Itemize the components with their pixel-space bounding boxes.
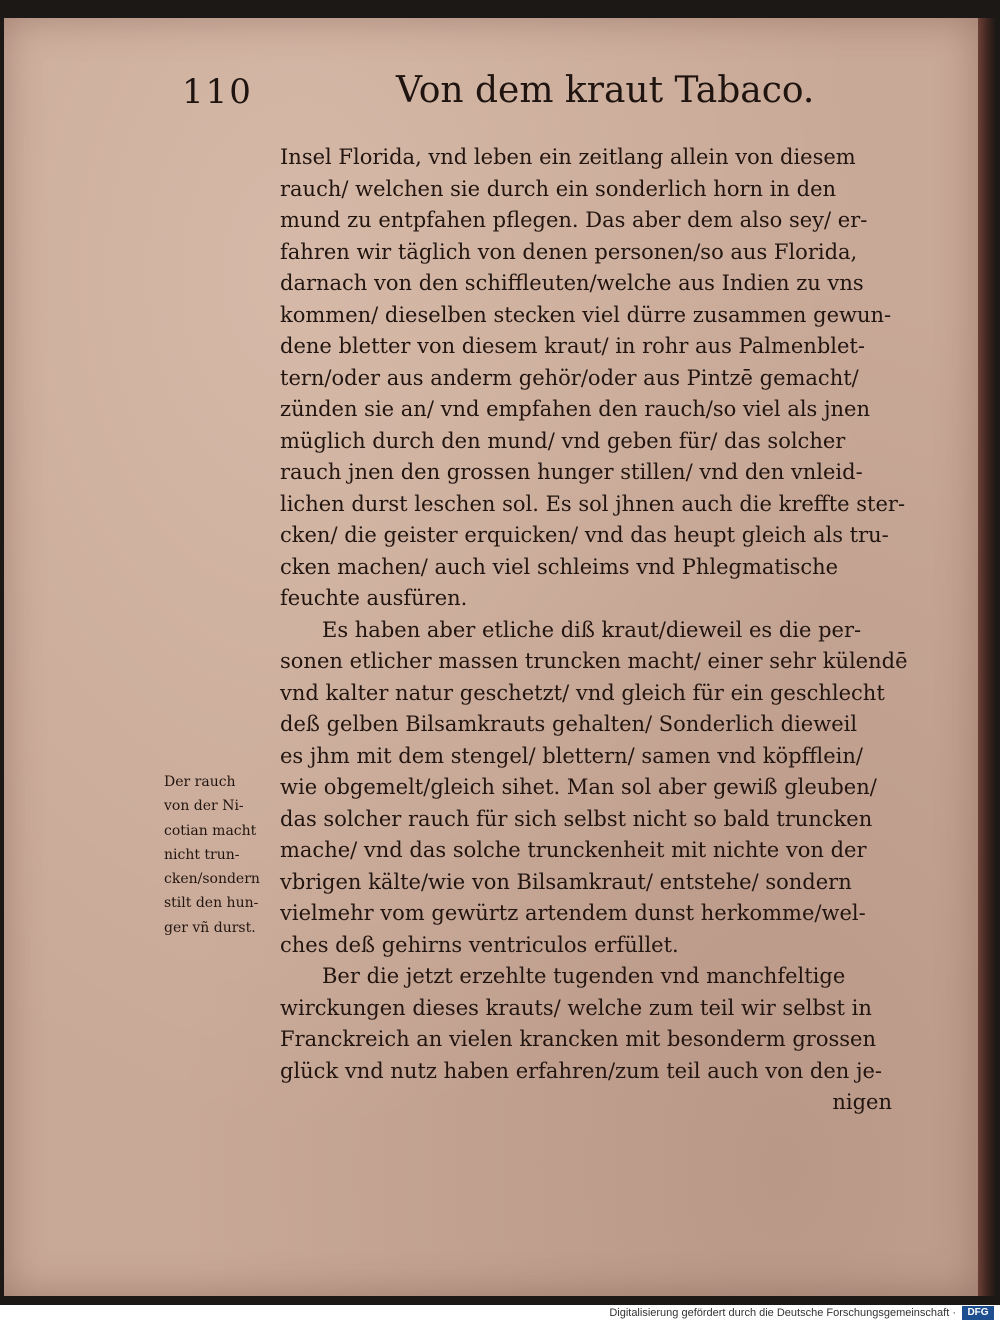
- text-line: Es haben aber etliche diß kraut/dieweil es die per-: [322, 617, 862, 642]
- margin-note-line: cotian macht: [164, 822, 257, 839]
- text-line: wirckungen dieses krauts/ welche zum teil wir selbst in: [280, 995, 872, 1020]
- text-line: vielmehr vom gewürtz artendem dunst herkomme/wel-: [280, 901, 866, 925]
- text-line: sonen etlicher massen truncken macht/ einer sehr külendē: [280, 649, 908, 673]
- text-line: rauch jnen den grossen hunger stillen/ vnd den vnleid-: [280, 460, 863, 484]
- text-line: mache/ vnd das solche trunckenheit mit nichte von der: [280, 838, 867, 862]
- text-line: cken machen/ auch viel schleims vnd Phlegmatische: [280, 554, 839, 579]
- book-page: [4, 18, 978, 1296]
- text-line: Franckreich an vielen krancken mit besonderm grossen: [280, 1027, 876, 1051]
- text-line: vbrigen kälte/wie von Bilsamkraut/ entstehe/ sondern: [280, 869, 852, 894]
- catchword: nigen: [832, 1090, 892, 1114]
- page-edge: [978, 18, 996, 1296]
- margin-note-line: ger vñ durst.: [164, 919, 256, 936]
- margin-note-line: Der rauch: [164, 774, 236, 790]
- margin-note-line: stilt den hun-: [164, 895, 259, 912]
- text-line: cken/ die geister erquicken/ vnd das heupt gleich als tru-: [280, 523, 889, 547]
- text-line: Ber die jetzt erzehlte tugenden vnd manchfeltige: [322, 964, 846, 988]
- text-line: dene bletter von diesem kraut/ in rohr aus Palmenblet-: [280, 334, 865, 358]
- dfg-logo: DFG: [962, 1306, 994, 1320]
- margin-note: [164, 770, 280, 940]
- text-line: rauch/ welchen sie durch ein sonderlich horn in den: [280, 176, 837, 201]
- text-line: glück vnd nutz haben erfahren/zum teil auch von den je-: [280, 1058, 883, 1083]
- text-line: Insel Florida, vnd leben ein zeitlang allein von diesem: [280, 145, 856, 169]
- text-line: fahren wir täglich von denen personen/so aus Florida,: [280, 239, 858, 264]
- text-line: müglich durch den mund/ vnd geben für/ das solcher: [280, 428, 846, 453]
- funding-credit: Digitalisierung gefördert durch die Deutsche Forschungsgemeinschaft ·: [609, 1307, 956, 1319]
- text-line: mund zu entpfahen pflegen. Das aber dem also sey/ er-: [280, 208, 868, 232]
- page-number: 110: [182, 72, 253, 112]
- margin-note-line: von der Ni-: [164, 798, 244, 815]
- text-line: zünden sie an/ vnd empfahen den rauch/so viel als jnen: [280, 397, 870, 421]
- text-line: ches deß gehirns ventriculos erfüllet.: [280, 932, 679, 957]
- text-line: feuchte ausfüren.: [280, 586, 468, 610]
- text-line: vnd kalter natur geschetzt/ vnd gleich für ein geschlecht: [280, 680, 885, 705]
- text-line: deß gelben Bilsamkrauts gehalten/ Sonderlich dieweil: [280, 712, 858, 736]
- margin-note-line: cken/sondern: [164, 871, 260, 888]
- text-line: lichen durst leschen sol. Es sol jhnen auch die kreffte ster-: [280, 491, 906, 516]
- text-line: kommen/ dieselben stecken viel dürre zusammen gewun-: [280, 302, 892, 327]
- text-line: wie obgemelt/gleich sihet. Man sol aber gewiß gleuben/: [280, 775, 877, 799]
- margin-note-line: nicht trun-: [164, 846, 240, 863]
- running-head: Von dem kraut Tabaco.: [396, 70, 815, 111]
- main-text-block: [280, 142, 908, 1119]
- text-line: tern/oder aus anderm gehör/oder aus Pintzē gemacht/: [280, 365, 859, 390]
- text-line: das solcher rauch für sich selbst nicht so bald truncken: [280, 806, 873, 831]
- text-line: es jhm mit dem stengel/ blettern/ samen vnd köpfflein/: [280, 743, 863, 768]
- text-line: darnach von den schiffleuten/welche aus Indien zu vns: [280, 271, 864, 295]
